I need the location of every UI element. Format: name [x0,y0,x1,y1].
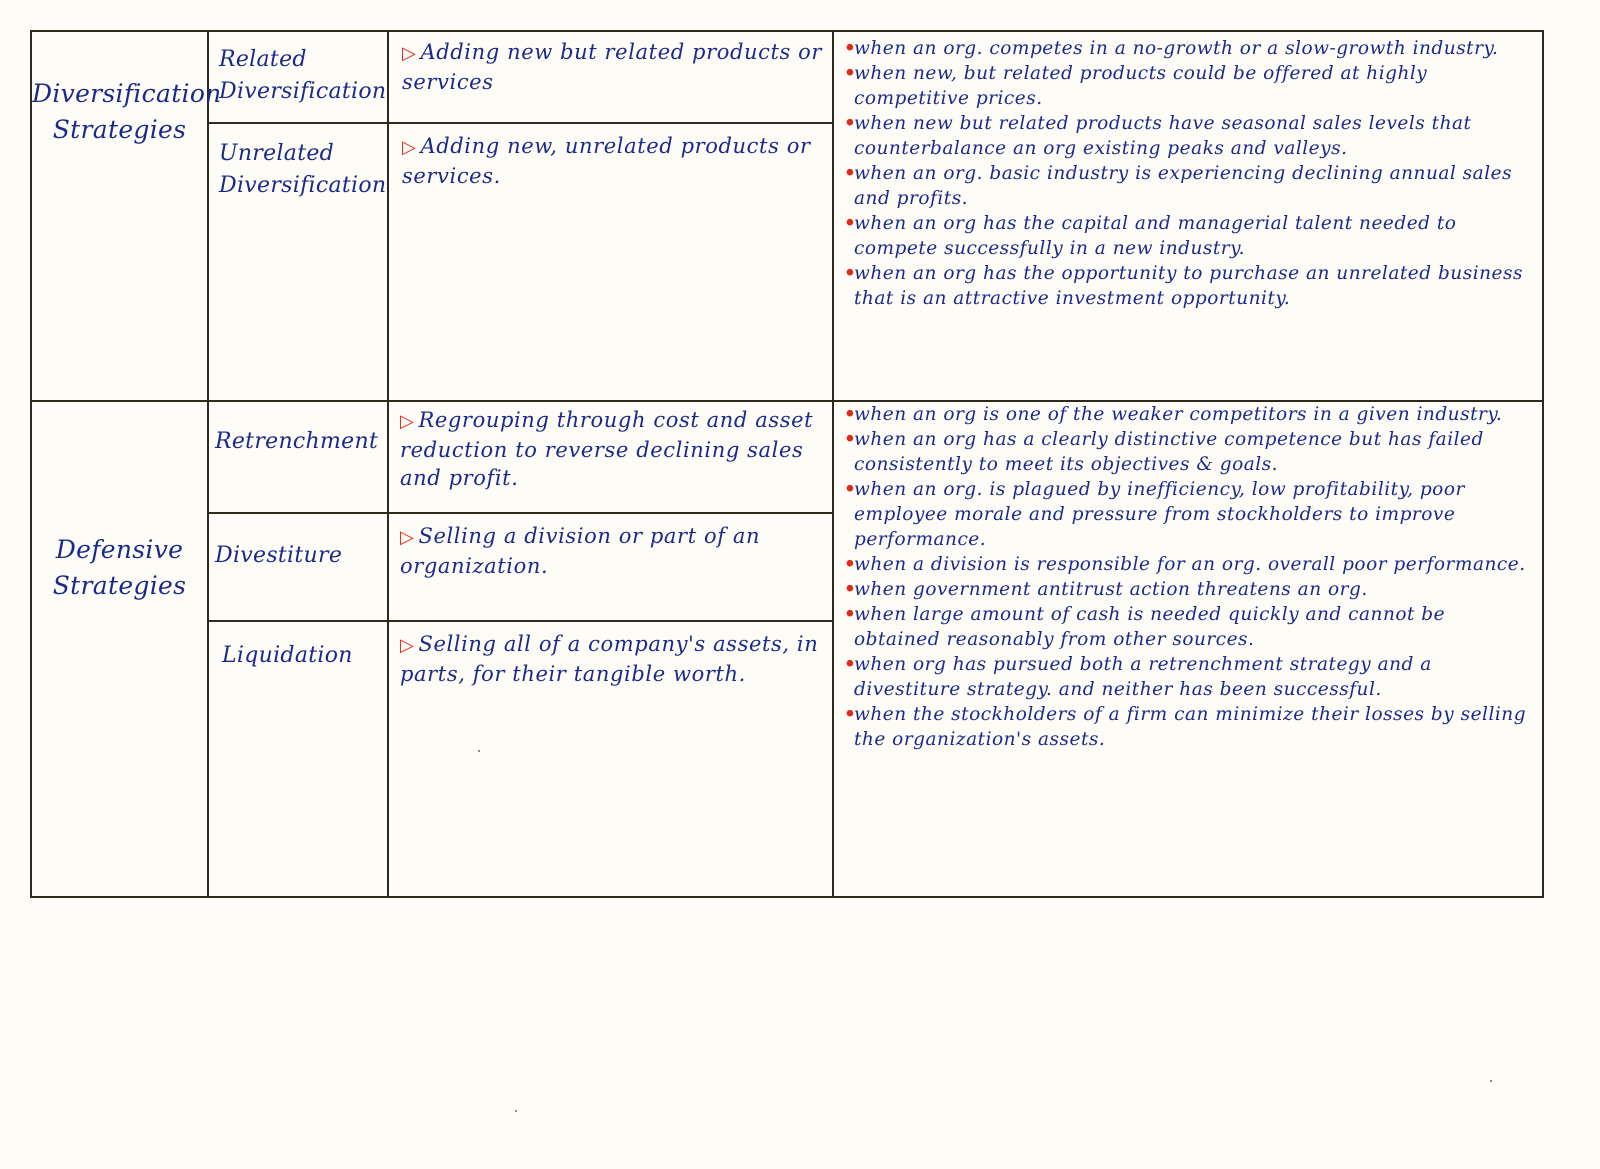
strategy-label: Liquidation [222,643,353,668]
paper-speck [478,750,480,752]
definition-text: Selling all of a company's assets, in parts, for their tangible worth. [400,632,819,686]
bullet-icon: • [844,479,857,500]
arrow-icon: ▷ [400,527,415,548]
row-divider-3 [207,620,834,622]
bullet-icon: • [844,213,857,234]
column-divider-1 [207,32,209,898]
strategy-table [30,30,1544,898]
paper-speck [1490,1080,1492,1082]
definition-unrelated-diversification [402,132,827,190]
bullet-icon: • [844,554,857,575]
condition-item: • when an org has the capital and managerial talent needed to compete successfully in a new industry. [844,213,1457,259]
bullet-icon: • [844,704,857,725]
definition-text: Adding new but related products or services [402,40,823,94]
bullet-icon: • [844,654,857,675]
bullet-icon: • [844,429,857,450]
condition-item: • when an org has a clearly distinctive competence but has failed consistently to meet its objectives & goals. [844,429,1484,475]
strategy-liquidation [222,640,387,672]
row-divider-2 [207,512,834,514]
conditions-list [844,402,1534,752]
category-defensive [32,532,207,604]
condition-item: • when an org is one of the weaker competitors in a given industry. [844,404,1503,425]
condition-item: • when large amount of cash is needed quickly and cannot be obtained reasonably from other sources. [844,604,1446,650]
conditions-diversification [844,36,1534,311]
strategy-unrelated-diversification [219,138,387,202]
paper-speck [515,1110,517,1112]
arrow-icon: ▷ [400,411,415,432]
category-label: Defensive Strategies [52,535,187,600]
condition-item: • when an org. is plagued by inefficiency, low profitability, poor employee morale and pressure from stockholders to improve performance. [844,479,1465,550]
strategy-label: Divestiture [215,543,343,568]
strategy-divestiture [215,540,385,572]
column-divider-3 [832,32,834,898]
condition-item: • when government antitrust action threatens an org. [844,579,1368,600]
bullet-icon: • [844,263,857,284]
condition-item: • when an org. basic industry is experiencing declining annual sales and profits. [844,163,1513,209]
condition-item: • when an org has the opportunity to purchase an unrelated business that is an attractive investment opportunity. [844,263,1523,309]
bullet-icon: • [844,163,857,184]
conditions-defensive [844,402,1534,752]
definition-divestiture [400,522,830,580]
bullet-icon: • [844,63,857,84]
definition-retrenchment [400,406,830,492]
strategy-label: Retrenchment [215,429,379,454]
strategy-label: Unrelated Diversification [219,141,387,198]
condition-item: • when org has pursued both a retrenchment strategy and a divestiture strategy. and neither has been successful. [844,654,1432,700]
condition-item: • when new but related products have seasonal sales levels that counterbalance an org existing peaks and valleys. [844,113,1472,159]
category-label: Diversification Strategies [32,79,222,144]
bullet-icon: • [844,404,857,425]
arrow-icon: ▷ [400,635,415,656]
bullet-icon: • [844,579,857,600]
bullet-icon: • [844,604,857,625]
bullet-icon: • [844,113,857,134]
row-divider-1 [207,122,834,124]
definition-liquidation [400,630,830,688]
condition-item: • when an org. competes in a no-growth or a slow-growth industry. [844,38,1499,59]
arrow-icon: ▷ [402,137,417,158]
arrow-icon: ▷ [402,43,417,64]
definition-text: Regrouping through cost and asset reduction to reverse declining sales and profit. [400,408,814,490]
bullet-icon: • [844,38,857,59]
strategy-retrenchment [215,426,385,458]
definition-text: Selling a division or part of an organization. [400,524,761,578]
category-diversification [32,76,222,148]
definition-text: Adding new, unrelated products or services. [402,134,811,188]
condition-item: • when a division is responsible for an org. overall poor performance. [844,554,1526,575]
conditions-list [844,36,1534,311]
strategy-related-diversification [219,44,387,108]
column-divider-2 [387,32,389,898]
strategy-label: Related Diversification [219,47,387,104]
condition-item: • when the stockholders of a firm can minimize their losses by selling the organization's assets. [844,704,1527,750]
definition-related-diversification [402,38,827,96]
condition-item: • when new, but related products could be offered at highly competitive prices. [844,63,1428,109]
